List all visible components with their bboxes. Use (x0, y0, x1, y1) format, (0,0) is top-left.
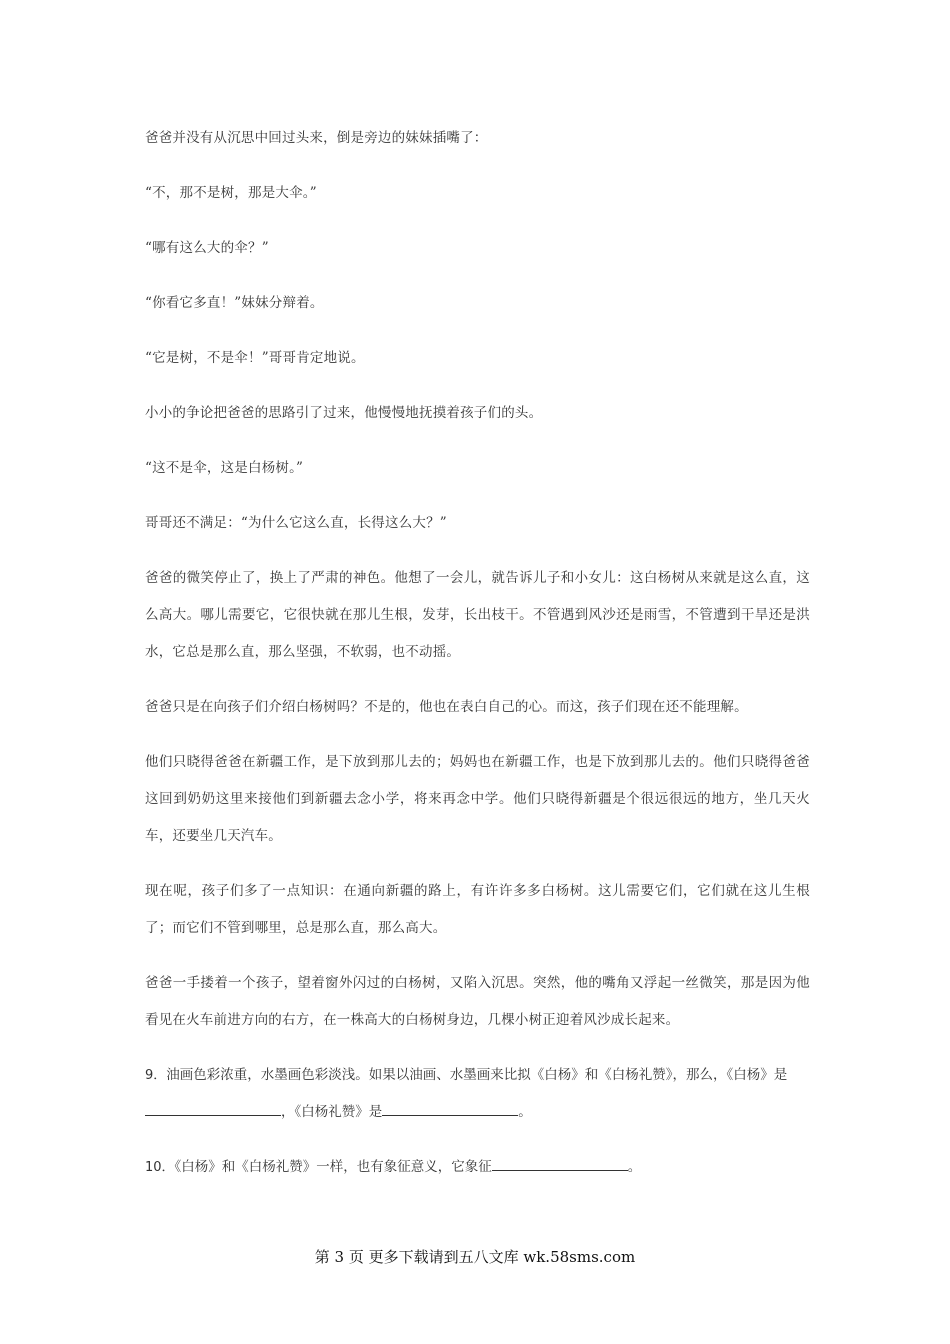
question-number: 9． (145, 1068, 167, 1083)
question-9 (145, 1057, 810, 1131)
paragraph: 爸爸并没有从沉思中回过头来，倒是旁边的妹妹插嘴了： (145, 130, 488, 146)
paragraph: 小小的争论把爸爸的思路引了过来，他慢慢地抚摸着孩子们的头。 (145, 405, 543, 421)
question-10 (145, 1149, 810, 1186)
question-text: ，《白杨礼赞》是 (281, 1104, 383, 1120)
document-body (145, 120, 810, 1204)
paragraph: “这不是伞，这是白杨树。” (145, 460, 304, 476)
answer-blank[interactable] (492, 1156, 628, 1171)
paragraph: 他们只晓得爸爸在新疆工作，是下放到那儿去的；妈妈也在新疆工作，也是下放到那儿去的。他们只晓得爸爸这回到奶奶这里来接他们到新疆去念小学，将来再念中学。他们只晓得新疆是个很远很远的地方，坐几天火车，还要坐几天汽车。 (145, 754, 810, 844)
question-text: 。 (518, 1104, 532, 1120)
question-text: 《白杨》和《白杨礼赞》一样，也有象征意义，它象征 (174, 1159, 492, 1175)
paragraph: “哪有这么大的伞？” (145, 240, 269, 256)
paragraph: 哥哥还不满足：“为什么它这么直，长得这么大？” (145, 515, 447, 531)
paragraph: “你看它多直！”妹妹分辩着。 (145, 295, 324, 311)
answer-blank[interactable] (145, 1101, 281, 1116)
paragraph: 现在呢，孩子们多了一点知识：在通向新疆的路上，有许许多多白杨树。这儿需要它们，它们就在这儿生根了；而它们不管到哪里，总是那么直，那么高大。 (145, 883, 810, 936)
paragraph: 爸爸只是在向孩子们介绍白杨树吗？不是的，他也在表白自己的心。而这，孩子们现在还不能理解。 (145, 699, 748, 715)
question-text: 油画色彩浓重，水墨画色彩淡浅。如果以油画、水墨画来比拟《白杨》和《白杨礼赞》，那么，《白杨》是 (166, 1067, 788, 1083)
question-text: 。 (627, 1159, 642, 1175)
question-number: 10． (145, 1160, 175, 1175)
paragraph: 爸爸一手搂着一个孩子，望着窗外闪过的白杨树，又陷入沉思。突然，他的嘴角又浮起一丝微笑，那是因为他看见在火车前进方向的右方，在一株高大的白杨树身边，几棵小树正迎着风沙成长起来。 (145, 975, 810, 1028)
page-footer: 第 3 页 更多下载请到五八文库 wk.58sms.com (314, 1248, 636, 1266)
paragraph: 爸爸的微笑停止了，换上了严肃的神色。他想了一会儿，就告诉儿子和小女儿：这白杨树从来就是这么直，这么高大。哪儿需要它，它很快就在那儿生根，发芽，长出枝干。不管遇到风沙还是雨雪，不管遭到干旱还是洪水，它总是那么直，那么坚强，不软弱，也不动摇。 (145, 570, 810, 660)
paragraph: “它是树，不是伞！”哥哥肯定地说。 (145, 350, 365, 366)
answer-blank[interactable] (382, 1101, 518, 1116)
paragraph: “不，那不是树，那是大伞。” (145, 185, 317, 201)
